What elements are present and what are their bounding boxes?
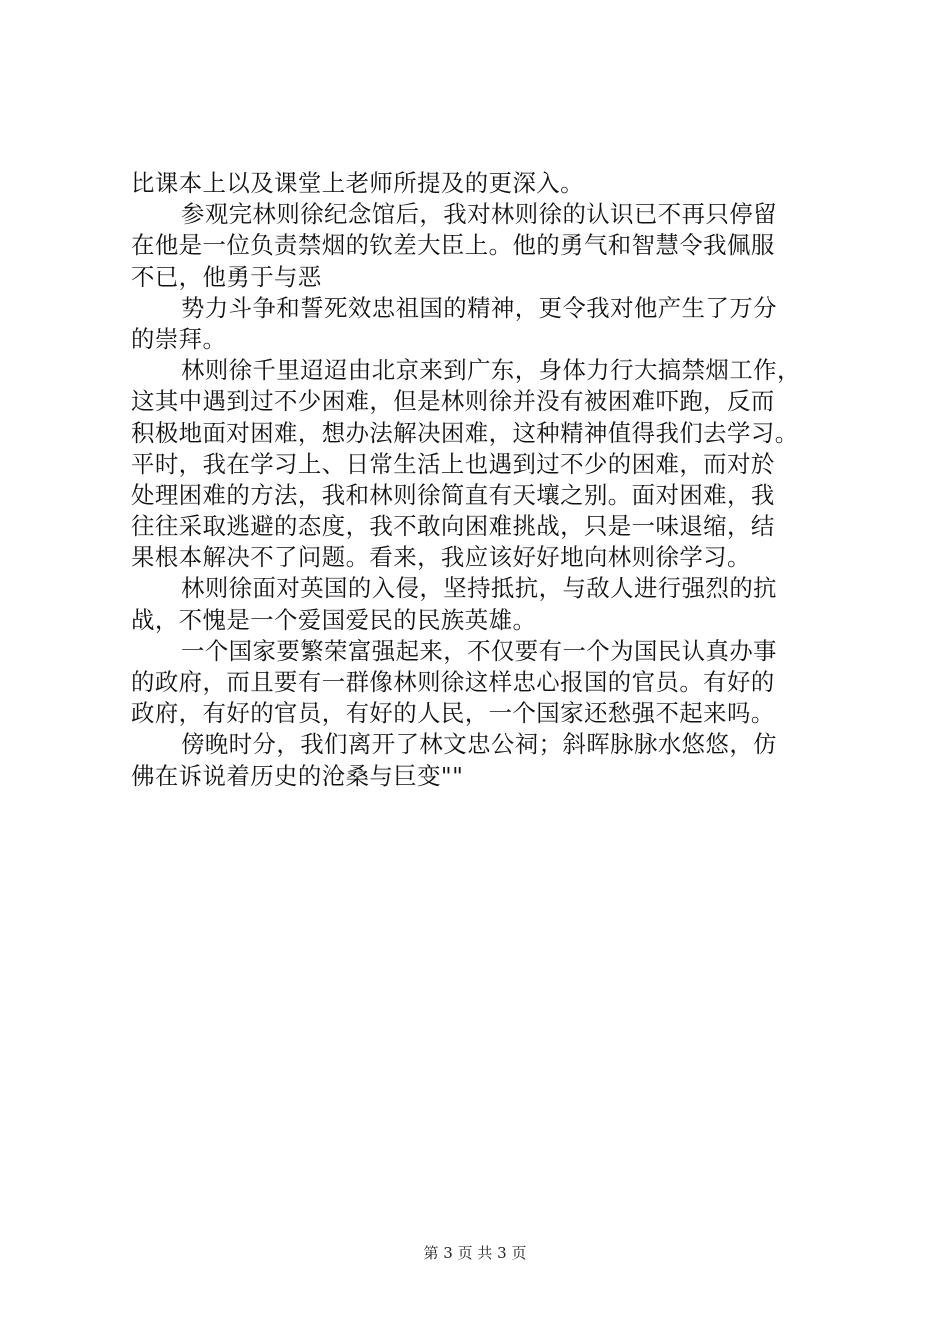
text-line: 政府，有好的官员，有好的人民，一个国家还愁强不起来吗。 [131,699,775,728]
text-line: 在他是一位负责禁烟的钦差大臣上。他的勇气和智慧令我佩服 [131,231,775,260]
text-line: 傍晚时分，我们离开了林文忠公祠；斜晖脉脉水悠悠，仿 [181,730,778,759]
page-number: 第 3 页 共 3 页 [423,1244,527,1262]
text-line: 参观完林则徐纪念馆后，我对林则徐的认识已不再只停留 [181,200,778,229]
text-line: 的崇拜。 [131,324,227,353]
text-line: 比课本上以及课堂上老师所提及的更深入。 [131,169,584,197]
text-line: 往往采取逃避的态度，我不敢向困难挑战，只是一味退缩，结 [131,512,775,541]
text-line: 势力斗争和誓死效忠祖国的精神，更令我对他产生了万分 [181,293,778,322]
text-line: 林则徐千里迢迢由北京来到广东，身体力行大搞禁烟工作， [181,356,801,385]
text-line: 战，不愧是一个爱国爱民的民族英雄。 [131,605,537,634]
text-line: 一个国家要繁荣富强起来，不仅要有一个为国民认真办事 [181,636,778,665]
text-line: 林则徐面对英国的入侵，坚持抵抗，与敌人进行强烈的抗 [181,574,778,603]
document-body [131,168,836,792]
text-line: 处理困难的方法，我和林则徐简直有天壤之别。面对困难，我 [131,480,775,509]
text-line: 果根本解决不了问题。看来，我应该好好地向林则徐学习。 [131,543,751,572]
text-line: 这其中遇到过不少困难，但是林则徐并没有被困难吓跑，反而 [131,387,775,416]
text-line: 积极地面对困难，想办法解决困难，这种精神值得我们去学习。 [131,418,799,447]
text-line: 的政府，而且要有一群像林则徐这样忠心报国的官员。有好的 [131,668,775,696]
page-footer [0,1244,950,1262]
text-line: 佛在诉说着历史的沧桑与巨变"" [131,761,464,790]
text-line: 平时，我在学习上、日常生活上也遇到过不少的困难，而对於 [131,449,775,478]
text-line: 不已，他勇于与恶 [131,262,322,291]
